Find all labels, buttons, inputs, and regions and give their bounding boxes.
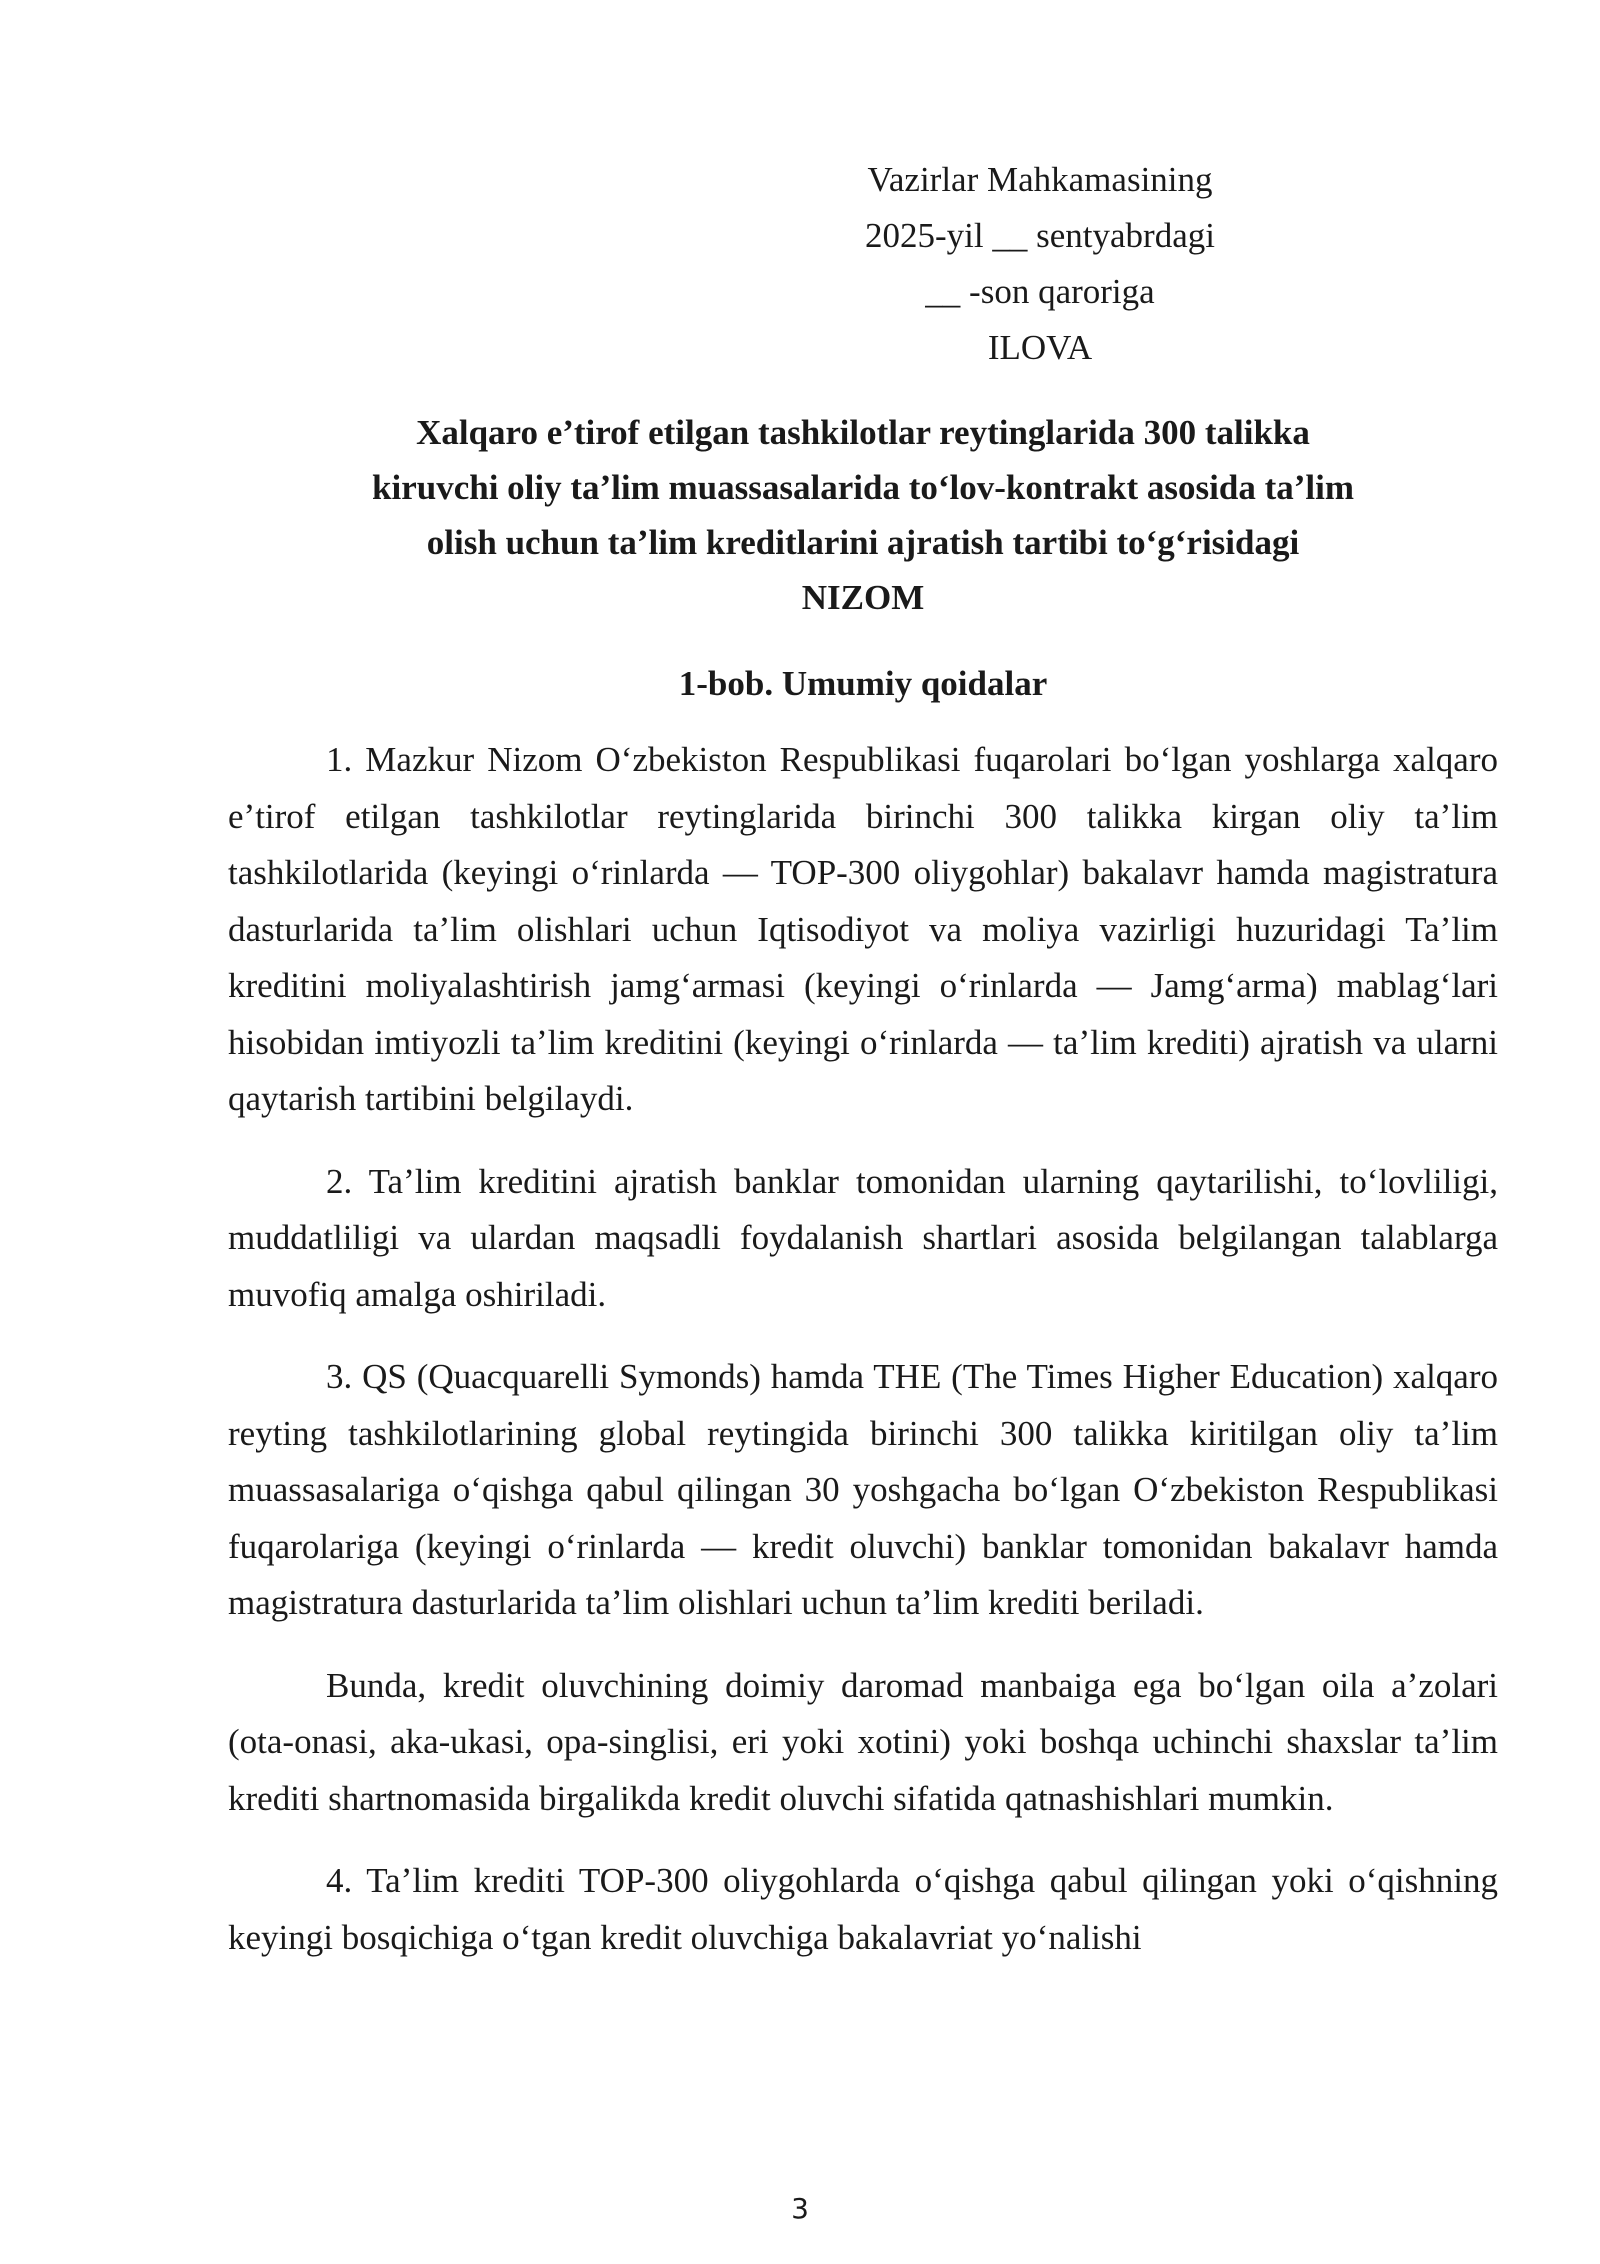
title-line-2: kiruvchi oliy taʼlim muassasalarida toʻlov-kontrakt asosida taʼlim [372,468,1354,507]
document-title [228,405,1498,625]
approval-line-1: Vazirlar Mahkamasining [867,160,1213,199]
approval-stamp [760,152,1320,376]
chapter-heading: 1-bob. Umumiy qoidalar [678,664,1048,703]
paragraph-4: Bunda, kredit oluvchining doimiy daromad manbaiga ega boʻlgan oila aʼzolari (ota-onasi, aka-ukasi, opa-singlisi, eri yoki xotini) yoki boshqa uchinchi shaxslar taʼlim krediti shartnomasida birgalikda kredit oluvchi sifatida qatnashishlari mumkin. [228,1665,1498,1818]
title-line-4: NIZOM [801,578,925,617]
paragraph-1: 1. Mazkur Nizom Oʻzbekiston Respublikasi fuqarolari boʻlgan yoshlarga xalqaro eʼtirof etilgan tashkilotlar reytinglarida birinchi 300 talikka kirgan oliy taʼlim tashkilotlarida (keyingi oʻrinlarda — TOP-300 oliygohlar) bakalavr hamda magistratura dasturlarida taʼlim olishlari uchun Iqtisodiyot va moliya vazirligi huzuridagi Taʼlim kreditini moliyalashtirish jamgʻarmasi (keyingi oʻrinlarda — Jamgʻarma) mablagʻlari hisobidan imtiyozli taʼlim kreditini (keyingi oʻrinlarda — taʼlim krediti) ajratish va ularni qaytarish tartibini belgilaydi. [228,740,1498,1118]
title-line-1: Xalqaro eʼtirof etilgan tashkilotlar reytinglarida 300 talikka [416,413,1310,452]
paragraph-2: 2. Taʼlim kreditini ajratish banklar tomonidan ularning qaytarilishi, toʻlovliligi, muddatliligi va ulardan maqsadli foydalanish shartlari asosida belgilangan talablarga muvofiq amalga oshiriladi. [228,1161,1498,1314]
title-line-3: olish uchun taʼlim kreditlarini ajratish tartibi toʻgʻrisidagi [426,523,1300,562]
page-number: 3 [791,2192,809,2225]
paragraph-3: 3. QS (Quacquarelli Symonds) hamda THE (The Times Higher Education) xalqaro reyting tashkilotlarining global reytingida birinchi 300 talikka kiritilgan oliy taʼlim muassasalariga oʻqishga qabul qilingan 30 yoshgacha boʻlgan Oʻzbekiston Respublikasi fuqarolariga (keyingi oʻrinlarda — kredit oluvchi) banklar tomonidan bakalavr hamda magistratura dasturlarida taʼlim olishlari uchun taʼlim krediti beriladi. [228,1357,1498,1622]
approval-line-3: __ -son qaroriga [925,272,1155,311]
approval-line-4: ILOVA [987,328,1093,367]
paragraph-5: 4. Taʼlim krediti TOP-300 oliygohlarda oʻqishga qabul qilingan yoki oʻqishning keyingi bosqichiga oʻtgan kredit oluvchiga bakalavriat yoʻnalishi [228,1861,1498,1957]
approval-line-2: 2025-yil __ sentyabrdagi [865,216,1215,255]
body-text [228,732,1498,1992]
